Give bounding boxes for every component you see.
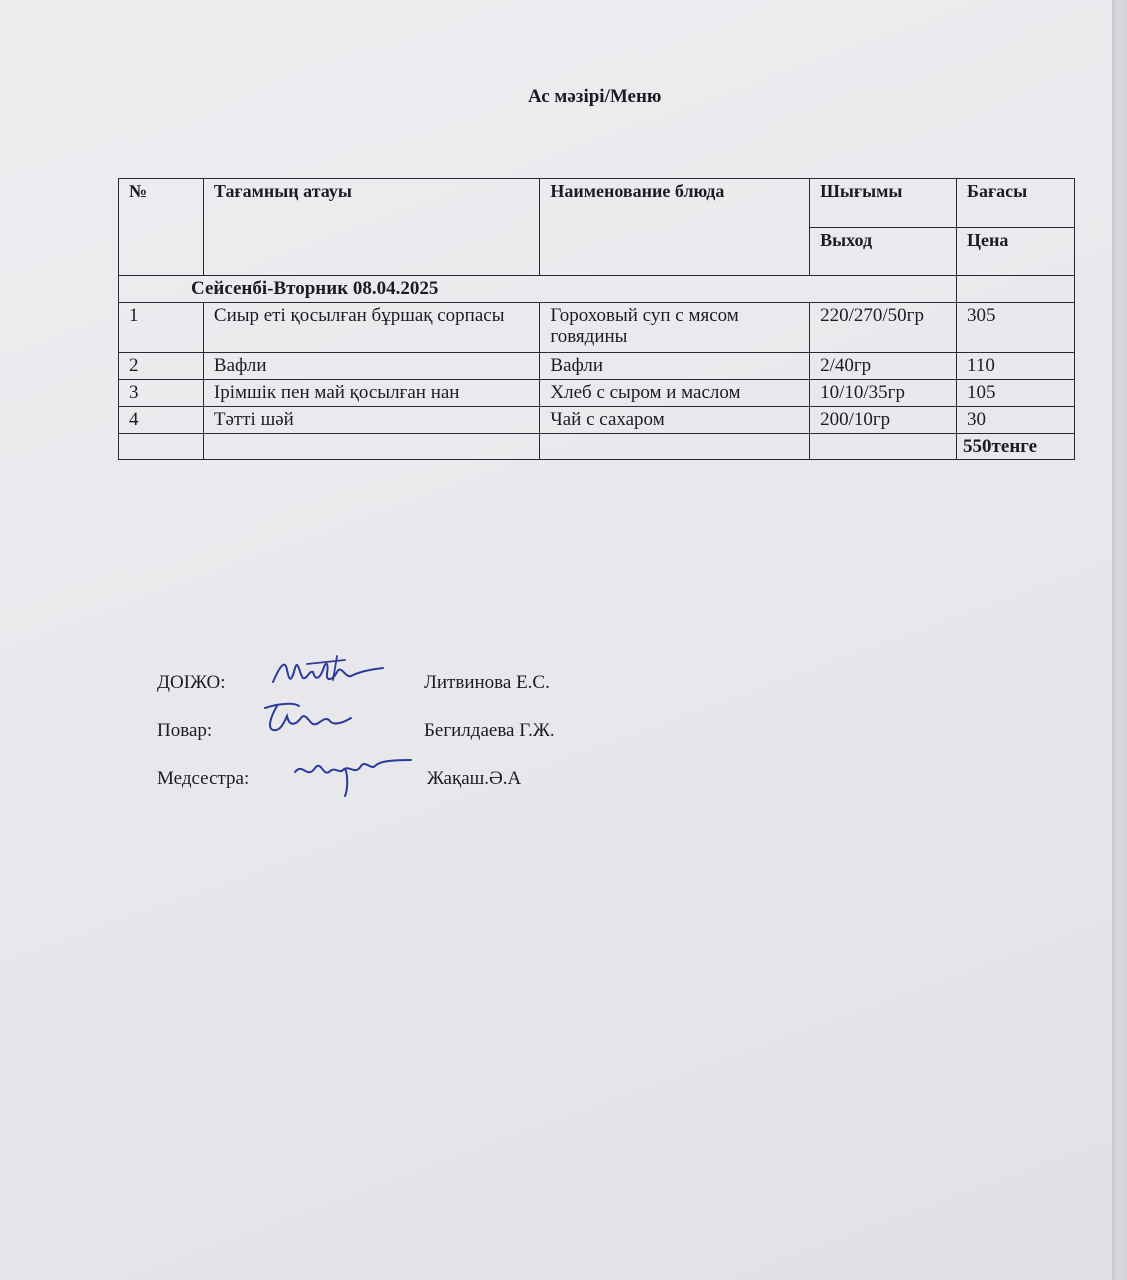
signature-mark [287,746,417,804]
document-title: Ас мәзірі/Меню [528,86,662,107]
cell-num: 3 [119,380,204,407]
signature-name: Бегилдаева Г.Ж. [424,720,555,741]
cell-name-ru: Чай с сахаром [540,407,810,434]
header-yield-kz: Шығымы [810,179,957,228]
day-empty-cell [957,276,1075,303]
table-row [119,303,1075,353]
cell-price: 110 [957,353,1075,380]
table-row [119,380,1075,407]
cell-num: 1 [119,303,204,353]
cell-yield: 2/40гр [810,353,957,380]
cell-name-kz: Тәтті шәй [203,407,540,434]
cell-price: 305 [957,303,1075,353]
total-row [119,434,1075,460]
paper-edge [1112,0,1127,1280]
cell-num: 4 [119,407,204,434]
header-price-kz: Бағасы [957,179,1075,228]
header-name-ru: Наименование блюда [540,179,810,276]
table-row [119,407,1075,434]
total-empty-cell [810,434,957,460]
table-row [119,353,1075,380]
signature-role: Повар: [157,720,213,741]
day-row [119,276,1075,303]
header-num: № [119,179,204,276]
cell-name-kz: Сиыр еті қосылған бұршақ сорпасы [203,303,540,353]
signature-role: Медсестра: [157,768,250,789]
signature-role: ДОІЖО: [157,672,226,693]
cell-yield: 220/270/50гр [810,303,957,353]
cell-name-ru: Хлеб с сыром и маслом [540,380,810,407]
header-price-ru: Цена [957,228,1075,276]
day-label: Сейсенбі-Вторник 08.04.2025 [119,276,957,303]
cell-yield: 10/10/35гр [810,380,957,407]
signature-mark [267,650,387,698]
cell-name-kz: Ірімшік пен май қосылған нан [203,380,540,407]
cell-name-kz: Вафли [203,353,540,380]
total-price: 550тенге [957,434,1075,460]
signature-mark [257,698,357,744]
total-empty-cell [119,434,204,460]
header-yield-ru: Выход [810,228,957,276]
menu-table [118,178,1075,460]
header-name-kz: Тағамның атауы [203,179,540,276]
cell-name-ru: Вафли [540,353,810,380]
cell-name-ru: Гороховый суп с мясом говядины [540,303,810,353]
signature-name: Жақаш.Ә.А [427,768,522,789]
cell-price: 105 [957,380,1075,407]
signature-name: Литвинова Е.С. [424,672,550,693]
cell-num: 2 [119,353,204,380]
cell-price: 30 [957,407,1075,434]
header-row [119,179,1075,228]
total-empty-cell [540,434,810,460]
total-empty-cell [203,434,540,460]
cell-yield: 200/10гр [810,407,957,434]
